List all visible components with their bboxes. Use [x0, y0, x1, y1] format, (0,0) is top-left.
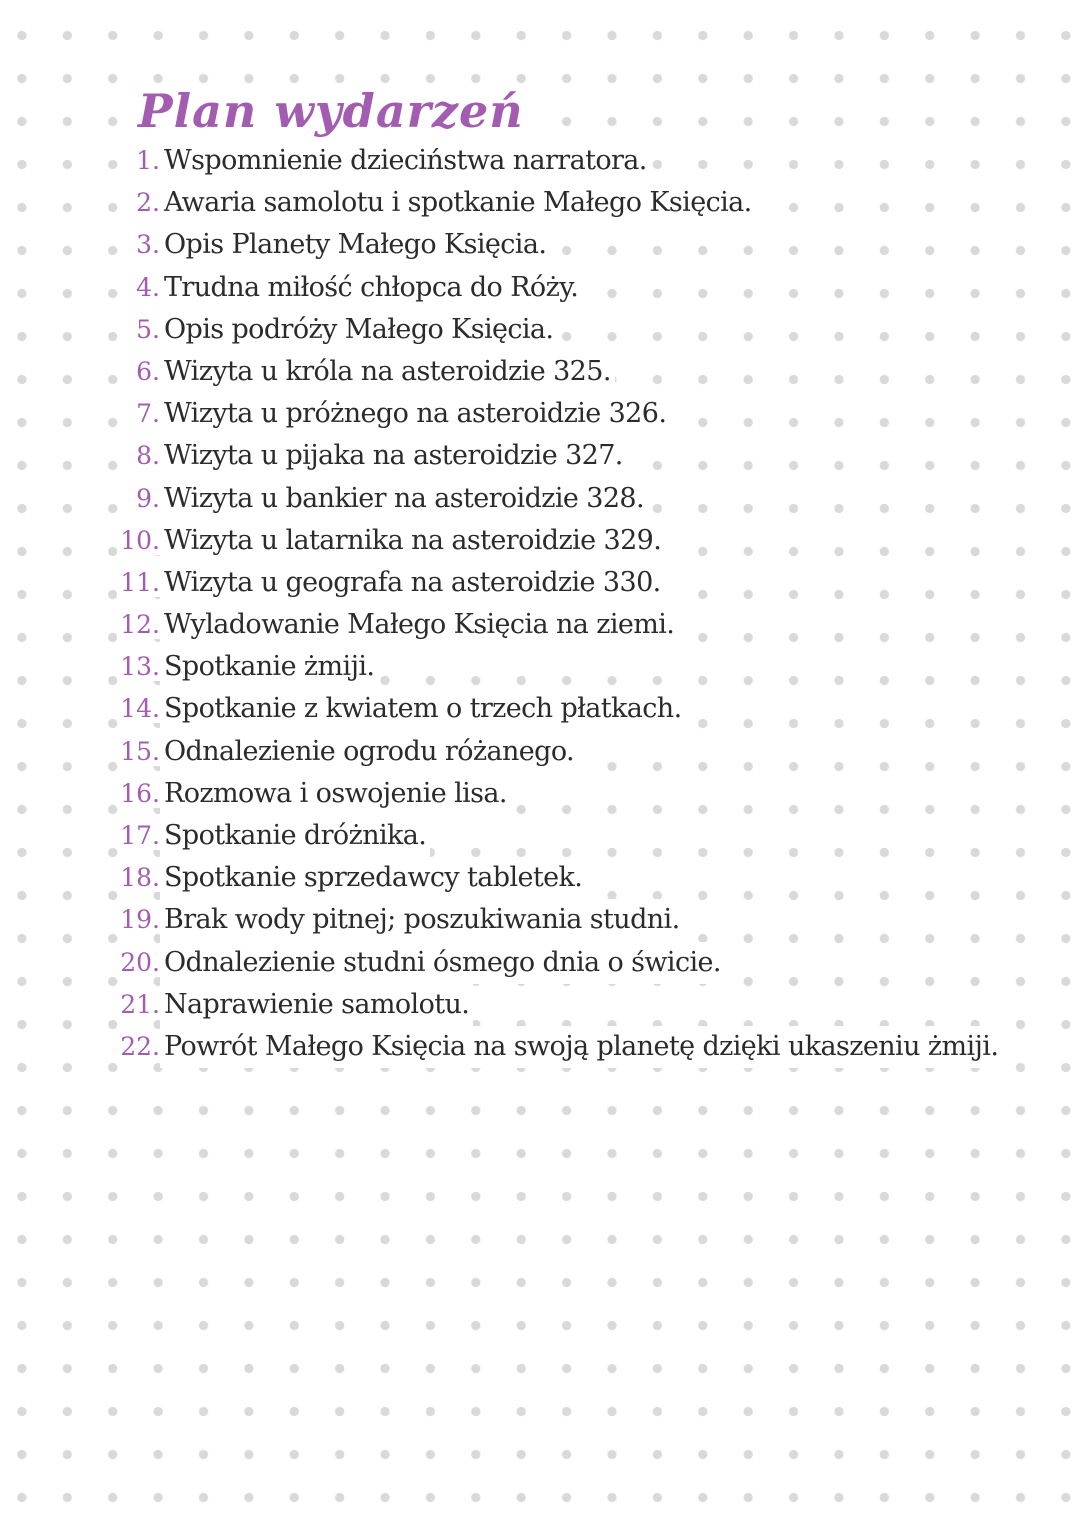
list-item [0, 942, 1000, 984]
list-item [0, 899, 1000, 941]
list-item [0, 731, 1000, 773]
item-text: Opis podróży Małego Księcia. [160, 309, 557, 351]
item-number-cell [0, 604, 160, 646]
item-text: Wizyta u pijaka na asteroidzie 327. [160, 435, 627, 477]
item-text: Spotkanie z kwiatem o trzech płatkach. [160, 688, 686, 730]
list-item [0, 520, 1000, 562]
page-title: Plan wydarzeń [136, 84, 530, 138]
item-number-cell [0, 393, 160, 435]
item-number-cell [0, 478, 160, 520]
list-item [0, 562, 1000, 604]
item-number-cell [0, 731, 160, 773]
item-number-cell [0, 267, 160, 309]
list-item [0, 224, 1000, 266]
item-number: 1. [133, 146, 160, 175]
item-text: Wizyta u latarnika na asteroidzie 329. [160, 520, 665, 562]
item-number: 4. [133, 273, 160, 302]
item-number: 5. [133, 315, 160, 344]
item-text: Powrót Małego Księcia na swoją planetę dzięki ukaszeniu żmiji. [160, 1026, 1002, 1068]
item-text: Rozmowa i oswojenie lisa. [160, 773, 511, 815]
item-number: 6. [133, 357, 160, 386]
item-number-cell [0, 984, 160, 1026]
list-item [0, 1026, 1000, 1068]
events-list [0, 140, 1000, 1068]
item-number-cell [0, 562, 160, 604]
item-number: 21. [117, 990, 160, 1019]
item-number-cell [0, 351, 160, 393]
list-item [0, 773, 1000, 815]
item-text: Spotkanie żmiji. [160, 646, 378, 688]
list-item [0, 182, 1000, 224]
item-number-cell [0, 899, 160, 941]
list-item [0, 435, 1000, 477]
item-number: 22. [117, 1032, 160, 1061]
list-item [0, 604, 1000, 646]
item-number: 14. [117, 694, 160, 723]
item-number: 16. [117, 779, 160, 808]
item-text: Awaria samolotu i spotkanie Małego Księcia. [160, 182, 756, 224]
item-text: Trudna miłość chłopca do Róży. [160, 267, 582, 309]
item-number: 2. [133, 188, 160, 217]
item-number: 7. [133, 399, 160, 428]
item-text: Spotkanie sprzedawcy tabletek. [160, 857, 586, 899]
list-item [0, 478, 1000, 520]
item-number-cell [0, 140, 160, 182]
item-number-cell [0, 942, 160, 984]
list-item [0, 351, 1000, 393]
list-item [0, 646, 1000, 688]
item-number-cell [0, 773, 160, 815]
item-number-cell [0, 815, 160, 857]
list-item [0, 857, 1000, 899]
item-text: Opis Planety Małego Księcia. [160, 224, 550, 266]
item-number: 17. [117, 821, 160, 850]
item-text: Wizyta u bankier na asteroidzie 328. [160, 478, 648, 520]
item-number-cell [0, 646, 160, 688]
item-number: 8. [133, 441, 160, 470]
item-number-cell [0, 224, 160, 266]
list-item [0, 688, 1000, 730]
list-item [0, 815, 1000, 857]
list-item [0, 984, 1000, 1026]
list-item [0, 267, 1000, 309]
item-text: Spotkanie dróżnika. [160, 815, 430, 857]
item-text: Wspomnienie dzieciństwa narratora. [160, 140, 651, 182]
item-number: 18. [117, 863, 160, 892]
item-number-cell [0, 857, 160, 899]
item-number-cell [0, 1026, 160, 1068]
item-text: Naprawienie samolotu. [160, 984, 473, 1026]
item-text: Wizyta u króla na asteroidzie 325. [160, 351, 615, 393]
item-number-cell [0, 688, 160, 730]
item-number-cell [0, 520, 160, 562]
item-text: Wizyta u geografa na asteroidzie 330. [160, 562, 665, 604]
item-number: 11. [117, 568, 160, 597]
item-number-cell [0, 182, 160, 224]
item-number: 15. [117, 737, 160, 766]
item-text: Odnalezienie ogrodu różanego. [160, 731, 578, 773]
item-text: Wizyta u próżnego na asteroidzie 326. [160, 393, 670, 435]
list-item [0, 393, 1000, 435]
item-number-cell [0, 309, 160, 351]
list-item [0, 309, 1000, 351]
item-text: Brak wody pitnej; poszukiwania studni. [160, 899, 684, 941]
item-number: 12. [117, 610, 160, 639]
item-text: Odnalezienie studni ósmego dnia o świcie. [160, 942, 725, 984]
list-item [0, 140, 1000, 182]
item-number: 10. [117, 526, 160, 555]
item-number: 3. [133, 230, 160, 259]
item-number: 20. [117, 948, 160, 977]
item-number: 9. [133, 484, 160, 513]
item-number: 19. [117, 905, 160, 934]
item-number-cell [0, 435, 160, 477]
item-number: 13. [117, 652, 160, 681]
item-text: Wyladowanie Małego Księcia na ziemi. [160, 604, 678, 646]
